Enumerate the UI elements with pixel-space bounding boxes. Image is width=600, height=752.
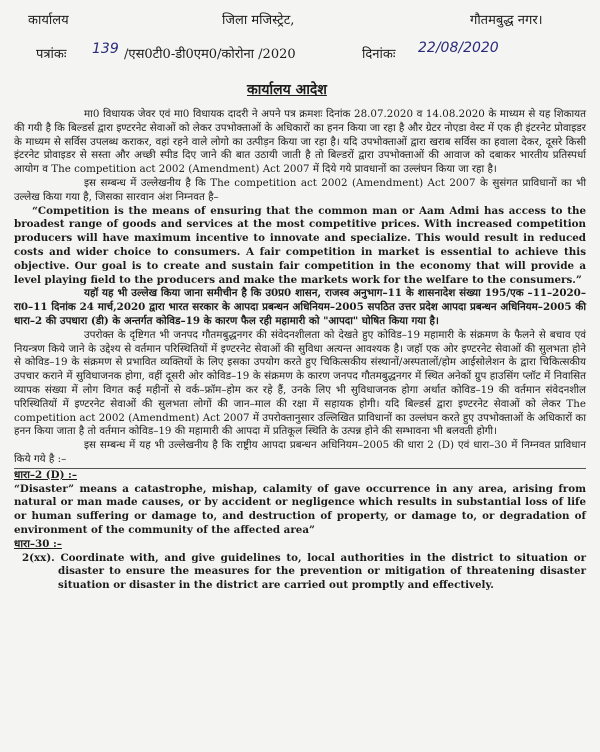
date-label: दिनांकः <box>362 47 396 62</box>
section-2d-text: “Disaster” means a catastrophe, mishap, calamity of gave occurrence in any area, arising from natural or man made causes, or by accident or negligence which results in substantial loss of life or human suffering or damage to, and destruction of property, or damage to, or degradation of environment of the community of the affected area” <box>14 482 586 536</box>
section-30-text: 2(xx). Coordinate with, and give guidelines to, local authorities in the district to situation or disaster to ensure the measures for the prevention or mitigation of threatening disaster situation or disaster in the district are carried out promptly and effectively. <box>22 551 586 592</box>
para-ndma-reference: इस सम्बन्ध में यह भी उल्लेखनीय है कि राष्ट्रीय आपदा प्रबन्धन अधिनियम–2005 की धारा 2 (D) एवं धारा–30 में निम्नवत प्राविधान किये गये है :– <box>14 439 586 465</box>
order-date: 22/08/2020 <box>418 40 499 56</box>
para-complaint: मा0 विधायक जेवर एवं मा0 विधायक दादरी ने अपने पत्र क्रमशः दिनांक 28.07.2020 व 14.08.2020 के माध्यम से यह शिकायत की गयी है कि बिल्डर्स द्वारा इण्टरनेट सेवाओं को लेकर उपभोक्ताओं के अधिकारों का हनन किया जा रहा है और ग्रेटर नोएडा वेस्ट में एक ही इंटरनेट प्रोवाइडर के माध्यम से सर्विस उपलब्ध कराकर, वहां रहने वाले लोगो का उत्पीड़न किया जा रहा है। यदि उपभोक्ताओं द्वारा खराब सर्विस का हवाला देकर, दूसरे किसी इंटरनेट प्रोवाइडर से सस्ता और अच्छी स्पीड दिए जाने की बात उठायी जाती है तो बिल्डरों द्वारा उपभोक्ताओं की आवाज को दबाकर भारतीय प्रतिस्पर्धा आयोग व The competition act 2002 (Amendment) Act 2007 में दिये गये प्रावधानों का उल्लंघन किया जा रहा है। <box>14 108 586 176</box>
document-body <box>14 108 586 593</box>
district-magistrate-label: जिला मजिस्ट्रेट, <box>222 13 295 28</box>
para-competition-act: इस सम्बन्ध में उल्लेखनीय है कि The competition act 2002 (Amendment) Act 2007 के सुसंगत प्राविधानों का भी उल्लेख किया गया है, जिसका सारवान अंश निम्नवत है– <box>14 176 586 203</box>
section-2d-heading: धारा–2 (D) :– <box>14 468 77 481</box>
ref-number: 139 <box>92 41 119 57</box>
section-30-heading: धारा–30 :– <box>14 537 62 550</box>
ref-code: /एस0टी0-डी0एम0/कोरोना /2020 <box>124 47 296 62</box>
ref-label: पत्रांकः <box>36 47 67 62</box>
location-label: गौतमबुद्ध नगर। <box>470 13 543 28</box>
para-disaster-declaration: यहॉ यह भी उल्लेख किया जाना समीचीन है कि उ0प्र0 शासन, राजस्व अनुभाग–11 के शासनादेश संख्या 195/एक –11–2020–रा0–11 दिनांक 24 मार्च,2020 द्वारा भारत सरकार के आपदा प्रबन्धन अधिनियम–2005 सपठित उत्तर प्रदेश आपदा प्रबन्धन अधिनियम–2005 की धारा–2 की उपधारा (डी) के अन्तर्गत कोविड–19 के कारण फैल रही महामारी को "आपदा" घोषित किया गया है। <box>14 287 586 327</box>
para-internet-necessity: उपरोक्त के दृष्टिगत भी जनपद गौतमबुद्धनगर की संवेदनशीलता को देखते हुए कोविड–19 महामारी के संक्रमण के फैलने से बचाव एवं नियन्त्रण किये जाने के उद्देश्य से वर्तमान परिस्थितियों में इण्टरनेट सेवाओं की सुविधा अत्यन्त आवश्यक है। जहॉ एक ओर इण्टरनेट सेवाओं की सुलभता होने से कोविड–19 के संक्रमण से प्रभावित व्यक्तियों के लिए इसका उपयोग करते हुए चिकित्सकीय संस्थानों/अस्पतालों/होम आईसोलेशन के द्वारा चिकित्सकीय उपचार कराने में सुविधाजनक होगा, वहीं दूसरी ओर कोविड–19 के संक्रमण के कारण जनपद गौतमबुद्धनगर में स्थित अनेकों ग्रुप हाउसिंग प्लॉट में निवासित व्यापक संख्या में लोग विगत कई महीनों से वर्क–फ्रॉम–होम कर रहे हैं, उनके लिए भी सुविधाजनक होगा अर्थात कोविड–19 की वर्तमान संवेदनशील परिस्थितियों में इण्टरनेट सेवाओं की सुलभता लोगों की जान–माल की रक्षा में सहायक होगी। यदि बिल्डर्स द्वारा इण्टरनेट सेवाओं को लेकर The competition act 2002 (Amendment) Act 2007 में उपरोक्तानुसार उल्लिखित प्राविधानों का उल्लंघन करते हुए उपभोक्ताओं के अधिकारों का हनन किया जाता है तो वर्तमान कोविड–19 की महामारी की आपदा में प्रतिकूल स्थिति के उत्पन्न होने की सम्भावना भी बलवती होगी। <box>14 328 586 438</box>
office-label: कार्यालय <box>28 13 69 28</box>
quote-competition: “Competition is the means of ensuring that the common man or Aam Admi has access to the broadest range of goods and services at the most competitive prices. With increased competition producers will have maximum incentive to innovate and specialize. This would result in reduced costs and wider choice to consumers. A fair competition in market is essential to achieve this objective. Our goal is to create and sustain fair competition in the economy that will provide a level playing field to the producers and make the markets work for the welfare to the consumers.” <box>14 204 586 286</box>
page-title: कार्यालय आदेश <box>247 82 327 98</box>
